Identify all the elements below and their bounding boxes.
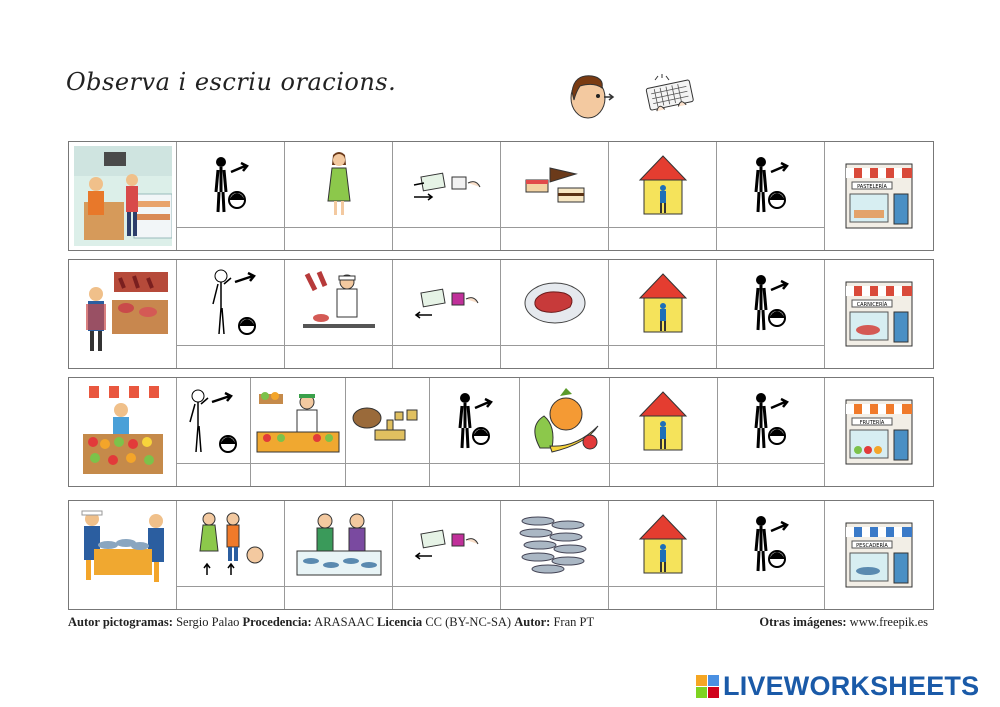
fish-shop-icon xyxy=(825,501,933,609)
answer-box[interactable] xyxy=(177,463,250,486)
brand-name: LIVEWORKSHEETS xyxy=(723,670,980,701)
license-value: CC (BY-NC-SA) xyxy=(425,615,512,629)
picto-cell xyxy=(825,260,933,368)
answer-box[interactable] xyxy=(718,463,825,486)
other-images-credit xyxy=(759,615,928,630)
answer-box[interactable] xyxy=(393,345,500,368)
picto-cell xyxy=(393,501,501,609)
keyboard-typing-icon xyxy=(640,70,700,122)
svg-text:PASTELERÍA: PASTELERÍA xyxy=(857,184,887,190)
fruits-icon xyxy=(520,378,609,463)
i-pointing-icon xyxy=(717,142,824,227)
picto-cell xyxy=(177,378,251,486)
worksheet-title: Observa i escriu oracions. xyxy=(66,68,397,96)
answer-box[interactable] xyxy=(610,463,717,486)
i-pointing-icon xyxy=(177,378,250,463)
i-pointing-icon xyxy=(177,260,284,345)
picto-cell xyxy=(610,378,718,486)
i-pointing-icon xyxy=(718,378,825,463)
picto-cell xyxy=(393,142,501,250)
picto-cell xyxy=(609,260,717,368)
fruit-shop-icon xyxy=(825,378,933,486)
answer-box[interactable] xyxy=(285,586,392,609)
cake-slices-icon xyxy=(501,142,608,227)
picto-cell xyxy=(501,260,609,368)
exercise-row-2 xyxy=(68,259,934,369)
fish-pile-icon xyxy=(501,501,608,586)
author-label: Autor pictogramas: xyxy=(68,615,173,629)
other-label: Otras imágenes: xyxy=(759,615,847,629)
picto-cell xyxy=(346,378,430,486)
answer-box[interactable] xyxy=(609,586,716,609)
answer-box[interactable] xyxy=(177,227,284,250)
exercise-row-4 xyxy=(68,500,934,610)
answer-box[interactable] xyxy=(346,463,429,486)
picto-cell xyxy=(430,378,520,486)
picto-cell xyxy=(825,142,933,250)
i-pointing-icon xyxy=(717,260,824,345)
picto-cell xyxy=(609,501,717,609)
picto-cell xyxy=(177,260,285,368)
answer-box[interactable] xyxy=(430,463,519,486)
scene-cell xyxy=(69,142,177,250)
answer-box[interactable] xyxy=(717,586,824,609)
house-icon xyxy=(609,260,716,345)
fishmonger-scene-icon xyxy=(69,501,176,609)
answer-box[interactable] xyxy=(285,345,392,368)
picto-cell xyxy=(285,501,393,609)
butcher-cutting-icon xyxy=(285,260,392,345)
scene-cell xyxy=(69,378,177,486)
i-pointing-icon xyxy=(717,501,824,586)
picto-cell xyxy=(177,142,285,250)
steak-plate-icon xyxy=(501,260,608,345)
receive-money-icon xyxy=(393,260,500,345)
picto-cell xyxy=(285,260,393,368)
answer-box[interactable] xyxy=(251,463,346,486)
answer-box[interactable] xyxy=(501,345,608,368)
picto-cell xyxy=(393,260,501,368)
picto-cell xyxy=(520,378,610,486)
greengrocer-icon xyxy=(251,378,346,463)
other-value: www.freepik.es xyxy=(849,615,928,629)
pay-money-icon xyxy=(393,142,500,227)
credits-footer xyxy=(68,615,934,630)
i-pointing-icon xyxy=(177,142,284,227)
scale-icon xyxy=(346,378,429,463)
svg-text:FRUTERÍA: FRUTERÍA xyxy=(859,420,885,426)
answer-box[interactable] xyxy=(177,586,284,609)
answer-box[interactable] xyxy=(177,345,284,368)
picto-cell xyxy=(609,142,717,250)
exercise-row-3 xyxy=(68,377,934,487)
scene-cell xyxy=(69,260,177,368)
picto-cell xyxy=(718,378,826,486)
author-value: Sergio Palao xyxy=(176,615,240,629)
picto-cell xyxy=(717,260,825,368)
answer-box[interactable] xyxy=(393,586,500,609)
picto-cell xyxy=(501,142,609,250)
bakery-scene-icon xyxy=(69,142,176,250)
scene-cell xyxy=(69,501,177,609)
picto-cell xyxy=(501,501,609,609)
answer-box[interactable] xyxy=(501,586,608,609)
license-label: Licencia xyxy=(377,615,423,629)
liveworksheets-brand xyxy=(696,670,979,702)
house-icon xyxy=(610,378,717,463)
fishmongers-icon xyxy=(285,501,392,586)
fruit-stall-scene-icon xyxy=(69,378,176,486)
picto-cell xyxy=(717,501,825,609)
answer-box[interactable] xyxy=(501,227,608,250)
house-icon xyxy=(609,501,716,586)
creator-value: Fran PT xyxy=(553,615,595,629)
source-label: Procedencia: xyxy=(242,615,312,629)
answer-box[interactable] xyxy=(609,227,716,250)
answer-box[interactable] xyxy=(717,345,824,368)
liveworksheets-logo-icon xyxy=(696,675,719,698)
answer-box[interactable] xyxy=(717,227,824,250)
pay-money-icon xyxy=(393,501,500,586)
answer-box[interactable] xyxy=(285,227,392,250)
picto-cell xyxy=(717,142,825,250)
picto-cell xyxy=(177,501,285,609)
svg-text:PESCADERÍA: PESCADERÍA xyxy=(856,543,888,549)
exercise-row-1 xyxy=(68,141,934,251)
answer-box[interactable] xyxy=(609,345,716,368)
picto-cell xyxy=(285,142,393,250)
family-icon xyxy=(177,501,284,586)
house-icon xyxy=(609,142,716,227)
picto-cell xyxy=(251,378,347,486)
bakery-shop-icon xyxy=(825,142,933,250)
i-pointing-icon xyxy=(430,378,519,463)
creator-label: Autor: xyxy=(514,615,551,629)
picto-cell xyxy=(825,501,933,609)
answer-box[interactable] xyxy=(393,227,500,250)
svg-text:CARNICERÍA: CARNICERÍA xyxy=(856,302,888,308)
picto-cell xyxy=(825,378,933,486)
woman-icon xyxy=(285,142,392,227)
look-icon xyxy=(566,70,626,122)
butcher-scene-icon xyxy=(69,260,176,368)
source-value: ARASAAC xyxy=(314,615,374,629)
answer-box[interactable] xyxy=(520,463,609,486)
butcher-shop-icon xyxy=(825,260,933,368)
